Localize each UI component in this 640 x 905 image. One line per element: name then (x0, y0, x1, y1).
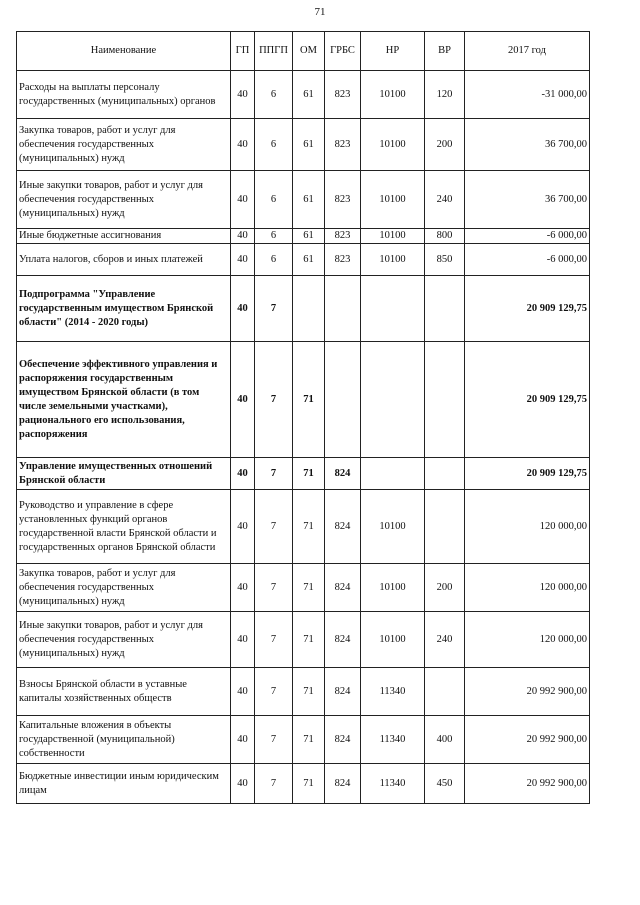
cell-np: 10100 (361, 119, 425, 171)
header-om: ОМ (293, 32, 325, 71)
cell-np: 10100 (361, 229, 425, 244)
cell-om: 71 (293, 668, 325, 716)
cell-grbs: 823 (325, 171, 361, 229)
cell-ppgp: 7 (255, 458, 293, 490)
cell-name: Взносы Брянской области в уставные капиталы хозяйственных обществ (17, 668, 231, 716)
cell-grbs: 824 (325, 612, 361, 668)
cell-vr (425, 276, 465, 342)
cell-vr (425, 458, 465, 490)
cell-ppgp: 6 (255, 171, 293, 229)
cell-name: Обеспечение эффективного управления и распоряжения государственным имуществом Брянской области (в том числе земельными участками), рационального его использования, распоряжения (17, 342, 231, 458)
cell-vr: 240 (425, 171, 465, 229)
table-row (17, 342, 590, 458)
cell-om: 61 (293, 229, 325, 244)
table-body (17, 71, 590, 804)
cell-grbs: 824 (325, 458, 361, 490)
cell-amount: 120 000,00 (465, 490, 590, 564)
cell-gp: 40 (231, 764, 255, 804)
cell-gp: 40 (231, 229, 255, 244)
table-row (17, 564, 590, 612)
cell-name: Иные бюджетные ассигнования (17, 229, 231, 244)
cell-ppgp: 7 (255, 564, 293, 612)
cell-gp: 40 (231, 716, 255, 764)
cell-ppgp: 7 (255, 764, 293, 804)
header-vr: ВР (425, 32, 465, 71)
cell-vr (425, 490, 465, 564)
cell-ppgp: 6 (255, 244, 293, 276)
cell-amount: 20 992 900,00 (465, 668, 590, 716)
cell-gp: 40 (231, 171, 255, 229)
cell-name: Капитальные вложения в объекты государственной (муниципальной) собственности (17, 716, 231, 764)
page-number: 71 (314, 6, 326, 18)
cell-grbs: 824 (325, 716, 361, 764)
table-row (17, 276, 590, 342)
cell-grbs: 823 (325, 244, 361, 276)
table-row (17, 668, 590, 716)
cell-vr: 120 (425, 71, 465, 119)
cell-amount: 36 700,00 (465, 171, 590, 229)
cell-amount: -6 000,00 (465, 229, 590, 244)
cell-name: Подпрограмма "Управление государственным имуществом Брянской области" (2014 - 2020 годы) (17, 276, 231, 342)
cell-amount: 20 909 129,75 (465, 458, 590, 490)
cell-gp: 40 (231, 458, 255, 490)
cell-om: 71 (293, 342, 325, 458)
cell-amount: 20 992 900,00 (465, 764, 590, 804)
cell-ppgp: 7 (255, 668, 293, 716)
cell-np (361, 276, 425, 342)
cell-ppgp: 7 (255, 342, 293, 458)
table-row (17, 229, 590, 244)
cell-om (293, 276, 325, 342)
table-row (17, 244, 590, 276)
cell-np: 10100 (361, 71, 425, 119)
table-row (17, 612, 590, 668)
cell-np: 10100 (361, 171, 425, 229)
cell-name: Иные закупки товаров, работ и услуг для обеспечения государственных (муниципальных) нужд (17, 171, 231, 229)
header-name: Наименование (17, 32, 231, 71)
cell-vr (425, 342, 465, 458)
cell-grbs: 824 (325, 490, 361, 564)
cell-amount: 20 909 129,75 (465, 276, 590, 342)
cell-amount: -31 000,00 (465, 71, 590, 119)
header-grbs: ГРБС (325, 32, 361, 71)
cell-gp: 40 (231, 612, 255, 668)
table-row (17, 119, 590, 171)
header-year: 2017 год (465, 32, 590, 71)
table-row (17, 716, 590, 764)
cell-np (361, 342, 425, 458)
cell-gp: 40 (231, 276, 255, 342)
cell-grbs: 824 (325, 564, 361, 612)
cell-om: 71 (293, 716, 325, 764)
cell-np (361, 458, 425, 490)
table-row (17, 171, 590, 229)
cell-vr (425, 668, 465, 716)
cell-vr: 400 (425, 716, 465, 764)
cell-name: Закупка товаров, работ и услуг для обеспечения государственных (муниципальных) нужд (17, 564, 231, 612)
cell-gp: 40 (231, 119, 255, 171)
cell-amount: -6 000,00 (465, 244, 590, 276)
table-row (17, 764, 590, 804)
cell-om: 71 (293, 458, 325, 490)
cell-np: 11340 (361, 716, 425, 764)
cell-amount: 20 909 129,75 (465, 342, 590, 458)
cell-np: 10100 (361, 564, 425, 612)
table-row (17, 71, 590, 119)
cell-ppgp: 7 (255, 490, 293, 564)
cell-ppgp: 6 (255, 119, 293, 171)
cell-vr: 240 (425, 612, 465, 668)
cell-om: 61 (293, 119, 325, 171)
cell-name: Закупка товаров, работ и услуг для обеспечения государственных (муниципальных) нужд (17, 119, 231, 171)
cell-vr: 450 (425, 764, 465, 804)
budget-table (16, 31, 590, 804)
table-row (17, 458, 590, 490)
cell-vr: 200 (425, 119, 465, 171)
cell-name: Управление имущественных отношений Брянской области (17, 458, 231, 490)
header-ppgp: ППГП (255, 32, 293, 71)
cell-om: 71 (293, 764, 325, 804)
cell-grbs (325, 342, 361, 458)
header-gp: ГП (231, 32, 255, 71)
cell-ppgp: 7 (255, 716, 293, 764)
cell-grbs: 823 (325, 229, 361, 244)
cell-om: 61 (293, 171, 325, 229)
cell-amount: 120 000,00 (465, 564, 590, 612)
cell-vr: 200 (425, 564, 465, 612)
cell-np: 11340 (361, 668, 425, 716)
cell-gp: 40 (231, 668, 255, 716)
cell-gp: 40 (231, 564, 255, 612)
table-row (17, 490, 590, 564)
cell-gp: 40 (231, 490, 255, 564)
cell-name: Расходы на выплаты персоналу государственных (муниципальных) органов (17, 71, 231, 119)
cell-name: Руководство и управление в сфере установленных функций органов государственной власти Брянской области и государственных органов Брянской области (17, 490, 231, 564)
cell-om: 71 (293, 564, 325, 612)
cell-np: 10100 (361, 490, 425, 564)
cell-name: Уплата налогов, сборов и иных платежей (17, 244, 231, 276)
cell-grbs: 824 (325, 668, 361, 716)
cell-vr: 800 (425, 229, 465, 244)
cell-grbs: 824 (325, 764, 361, 804)
cell-amount: 120 000,00 (465, 612, 590, 668)
cell-om: 61 (293, 71, 325, 119)
cell-amount: 20 992 900,00 (465, 716, 590, 764)
cell-ppgp: 6 (255, 229, 293, 244)
cell-np: 11340 (361, 764, 425, 804)
cell-om: 61 (293, 244, 325, 276)
cell-gp: 40 (231, 71, 255, 119)
cell-name: Иные закупки товаров, работ и услуг для обеспечения государственных (муниципальных) нужд (17, 612, 231, 668)
cell-om: 71 (293, 612, 325, 668)
header-np: НР (361, 32, 425, 71)
cell-ppgp: 7 (255, 276, 293, 342)
cell-grbs: 823 (325, 119, 361, 171)
cell-om: 71 (293, 490, 325, 564)
cell-ppgp: 7 (255, 612, 293, 668)
cell-vr: 850 (425, 244, 465, 276)
cell-name: Бюджетные инвестиции иным юридическим лицам (17, 764, 231, 804)
cell-grbs: 823 (325, 71, 361, 119)
cell-np: 10100 (361, 244, 425, 276)
cell-amount: 36 700,00 (465, 119, 590, 171)
cell-gp: 40 (231, 244, 255, 276)
cell-ppgp: 6 (255, 71, 293, 119)
cell-np: 10100 (361, 612, 425, 668)
cell-gp: 40 (231, 342, 255, 458)
cell-grbs (325, 276, 361, 342)
table-header-row (17, 32, 590, 71)
